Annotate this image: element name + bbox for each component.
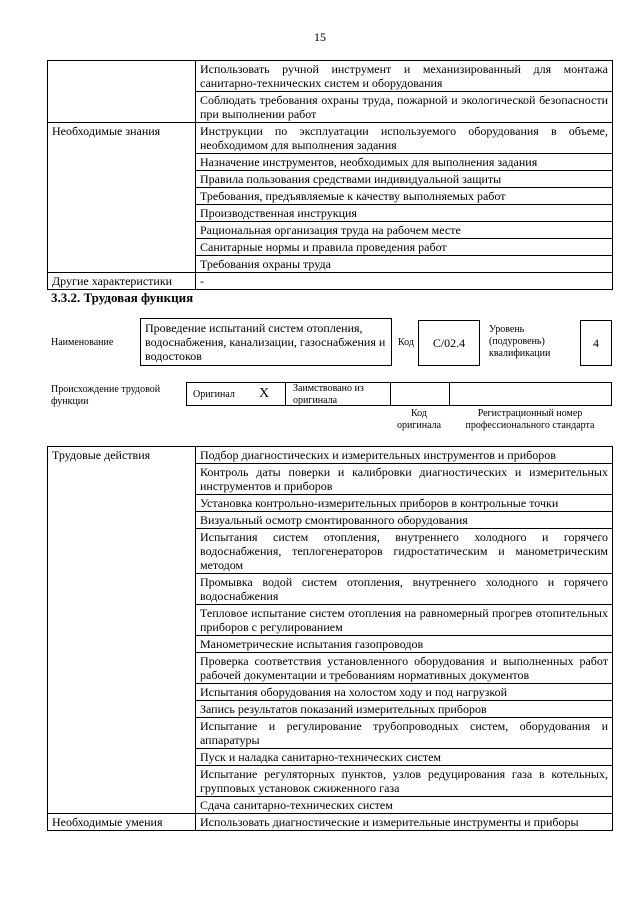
borrowed-label: Заимствовано из оригинала bbox=[293, 383, 364, 406]
table-row bbox=[48, 61, 613, 92]
actions-label: Трудовые действия bbox=[48, 447, 196, 814]
knowledge-label: Необходимые знания bbox=[48, 123, 196, 273]
function-name-box bbox=[140, 318, 392, 366]
action-item: Установка контрольно-измерительных приборов в контрольные точки bbox=[196, 495, 613, 512]
knowledge-item: Правила пользования средствами индивидуальной защиты bbox=[196, 171, 613, 188]
other-characteristics-value: - bbox=[196, 273, 613, 290]
action-item: Запись результатов показаний измерительных приборов bbox=[196, 701, 613, 718]
requirement-item: Использовать ручной инструмент и механизированный для монтажа санитарно-технических систем и оборудования bbox=[196, 61, 613, 92]
reg-number-caption: Регистрационный номер профессионального стандарта bbox=[465, 408, 595, 431]
action-item: Сдача санитарно-технических систем bbox=[196, 797, 613, 814]
knowledge-item: Требования охраны труда bbox=[196, 256, 613, 273]
code-value: C/02.4 bbox=[432, 336, 466, 350]
action-item: Испытания систем отопления, внутреннего холодного и горячего водоснабжения, теплогенераторов гидростатическим и манометрическим методом bbox=[196, 529, 613, 574]
actions-table bbox=[47, 446, 613, 831]
requirement-item: Соблюдать требования охраны труда, пожарной и экологической безопасности при выполнении работ bbox=[196, 92, 613, 123]
level-label: Уровень (подуровень) квалификации bbox=[489, 324, 551, 359]
page-number: 15 bbox=[314, 30, 326, 44]
code-box bbox=[418, 320, 480, 366]
original-mark: X bbox=[259, 386, 270, 401]
origin-label: Происхождение трудовой функции bbox=[51, 384, 161, 407]
action-item: Визуальный осмотр смонтированного оборудования bbox=[196, 512, 613, 529]
table-row bbox=[48, 273, 613, 290]
action-item: Испытание и регулирование трубопроводных систем, оборудования и аппаратуры bbox=[196, 718, 613, 749]
action-item: Пуск и наладка санитарно-технических систем bbox=[196, 749, 613, 766]
level-value: 4 bbox=[593, 336, 599, 350]
action-item: Тепловое испытание систем отопления на равномерный прогрев отопительных приборов с регулированием bbox=[196, 605, 613, 636]
skills-label: Необходимые умения bbox=[48, 814, 196, 831]
skill-item: Использовать диагностические и измерительные инструменты и приборы bbox=[196, 814, 613, 831]
knowledge-table bbox=[47, 60, 613, 290]
action-item: Манометрические испытания газопроводов bbox=[196, 636, 613, 653]
original-code-caption: Код оригинала bbox=[396, 408, 442, 431]
action-item: Подбор диагностических и измерительных инструментов и приборов bbox=[196, 447, 613, 464]
section-title: 3.3.2. Трудовая функция bbox=[51, 290, 194, 305]
knowledge-item: Инструкции по эксплуатации используемого оборудования в объеме, необходимом для выполнения задания bbox=[196, 123, 613, 154]
name-label: Наименование bbox=[51, 337, 114, 348]
original-label: Оригинал bbox=[193, 389, 235, 400]
knowledge-item: Санитарные нормы и правила проведения работ bbox=[196, 239, 613, 256]
other-characteristics-label: Другие характеристики bbox=[48, 273, 196, 290]
table-row bbox=[48, 814, 613, 831]
knowledge-item: Назначение инструментов, необходимых для выполнения задания bbox=[196, 154, 613, 171]
function-name: Проведение испытаний систем отопления, водоснабжения, канализации, газоснабжения и водостоков bbox=[145, 321, 386, 363]
knowledge-item: Рациональная организация труда на рабочем месте bbox=[196, 222, 613, 239]
code-label: Код bbox=[398, 337, 414, 348]
level-box bbox=[580, 320, 612, 366]
action-item: Контроль даты поверки и калибровки диагностических и измерительных инструментов и приборов bbox=[196, 464, 613, 495]
action-item: Проверка соответствия установленного оборудования и выполненных работ рабочей документации и требованиям нормативных документов bbox=[196, 653, 613, 684]
knowledge-item: Производственная инструкция bbox=[196, 205, 613, 222]
origin-table bbox=[186, 382, 612, 406]
table-row bbox=[48, 123, 613, 154]
action-item: Промывка водой систем отопления, внутреннего холодного и горячего водоснабжения bbox=[196, 574, 613, 605]
action-item: Испытания оборудования на холостом ходу и под нагрузкой bbox=[196, 684, 613, 701]
table-row bbox=[48, 447, 613, 464]
knowledge-item: Требования, предъявляемые к качеству выполняемых работ bbox=[196, 188, 613, 205]
action-item: Испытание регуляторных пунктов, узлов редуцирования газа в котельных, групповых установок сжиженного газа bbox=[196, 766, 613, 797]
empty-label-cell bbox=[48, 61, 196, 123]
